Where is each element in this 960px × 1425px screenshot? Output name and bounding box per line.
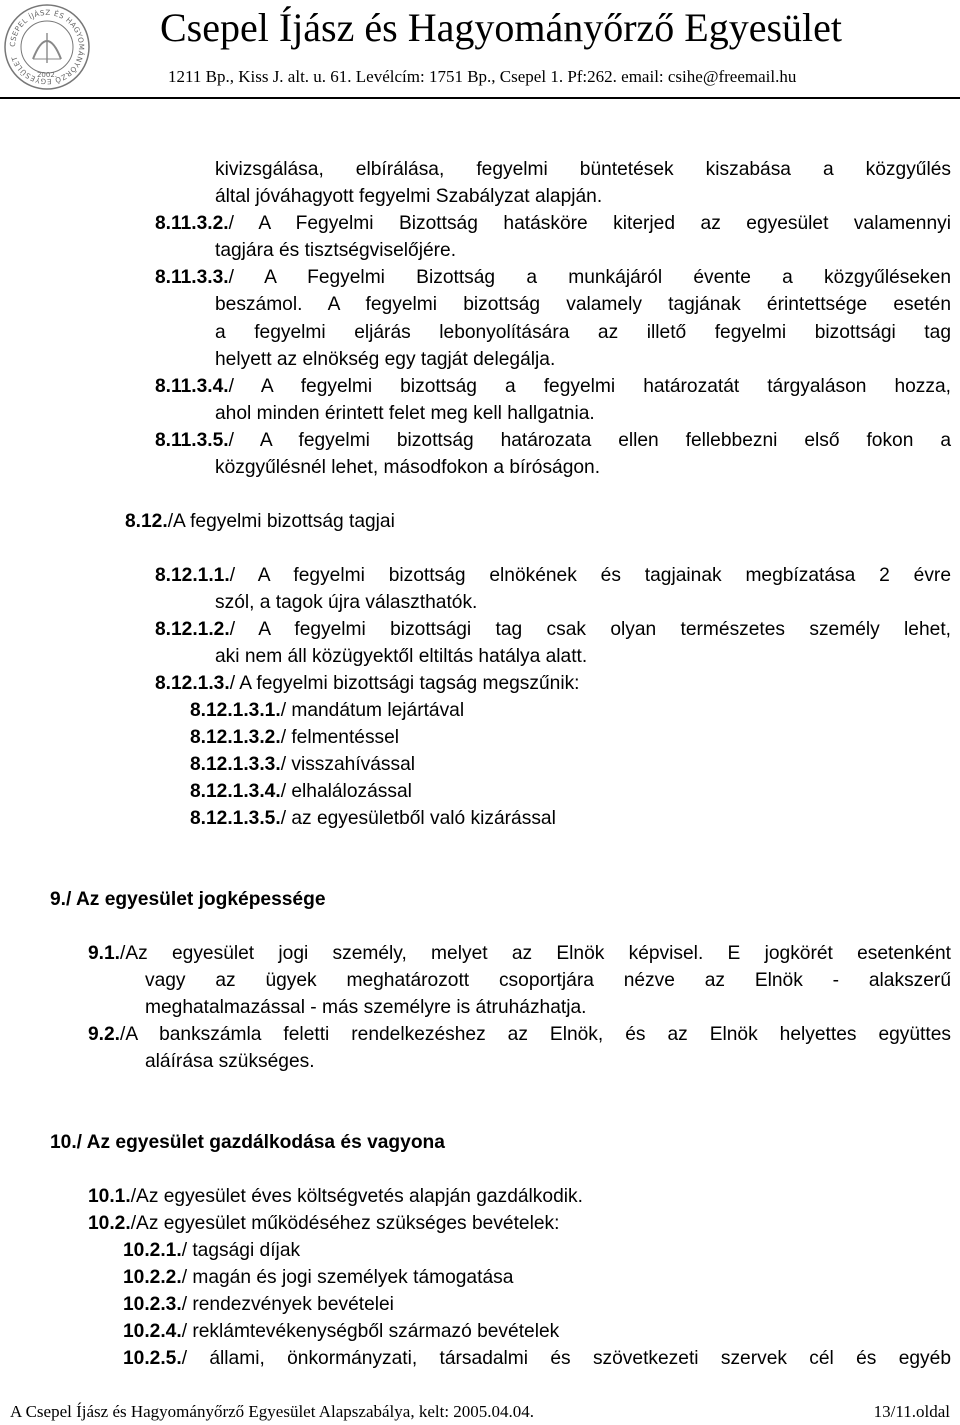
section-number: 8.12.1.3. bbox=[155, 673, 230, 694]
section-text: /A bankszámla feletti rendelkezéshez az Elnök, és az Elnök helyettes együttes bbox=[120, 1024, 951, 1045]
text-line: beszámol. A fegyelmi bizottság valamely tagjának érintettsége esetén bbox=[215, 294, 951, 315]
item-text: / reklámtevékenységből származó bevételek bbox=[181, 1321, 560, 1342]
section-number: 8.12.1.2. bbox=[155, 619, 230, 640]
list-item bbox=[190, 725, 399, 751]
association-seal-logo bbox=[3, 3, 91, 91]
section-8-12-1-1 bbox=[155, 563, 951, 589]
item-text: / felmentéssel bbox=[280, 727, 400, 748]
section-8-11-3-5 bbox=[155, 428, 951, 454]
section-9-1 bbox=[88, 941, 951, 967]
list-item bbox=[123, 1346, 951, 1372]
section-text: /Az egyesület jogi személy, melyet az Elnök képvisel. E jogkörét esetenként bbox=[120, 943, 951, 964]
item-number: 8.12.1.3.1. bbox=[190, 700, 281, 721]
section-text: /Az egyesület éves költségvetés alapján gazdálkodik. bbox=[130, 1186, 583, 1207]
section-number: 9.1. bbox=[88, 943, 121, 964]
section-8-12-heading bbox=[125, 509, 395, 535]
footer-page-number: 13/11.oldal bbox=[873, 1402, 950, 1421]
list-item bbox=[123, 1265, 513, 1291]
item-number: 8.12.1.3.2. bbox=[190, 727, 281, 748]
section-number: 8.11.3.5. bbox=[155, 430, 229, 451]
text-line: szól, a tagok újra választhatók. bbox=[215, 592, 478, 613]
item-text: / magán és jogi személyek támogatása bbox=[181, 1267, 514, 1288]
svg-text:2002.: 2002. bbox=[36, 71, 58, 79]
item-number: 8.12.1.3.5. bbox=[190, 808, 281, 829]
section-text: / A Fegyelmi Bizottság a munkájáról évente a közgyűléseken bbox=[228, 267, 951, 288]
section-8-12-1-2 bbox=[155, 617, 951, 643]
text-line: kivizsgálása, elbírálása, fegyelmi büntetések kiszabása a közgyűlés bbox=[215, 159, 951, 180]
section-text: / A Fegyelmi Bizottság hatásköre kiterjed az egyesület valamennyi bbox=[228, 213, 951, 234]
section-number: 8.12. bbox=[125, 511, 168, 532]
section-9-heading: 9./ Az egyesület jogképessége bbox=[50, 889, 326, 910]
text-line: tagjára és tisztségviselőjére. bbox=[215, 240, 457, 261]
text-line: helyett az elnökség egy tagját delegálja. bbox=[215, 349, 556, 370]
list-item bbox=[123, 1292, 394, 1318]
text-line: által jóváhagyott fegyelmi Szabályzat alapján. bbox=[215, 186, 603, 207]
item-number: 10.2.2. bbox=[123, 1267, 182, 1288]
section-number: 10.1. bbox=[88, 1186, 131, 1207]
section-number: 8.11.3.4. bbox=[155, 376, 229, 397]
section-8-12-1-3 bbox=[155, 671, 580, 697]
list-item bbox=[190, 698, 464, 724]
item-text: / az egyesületből való kizárással bbox=[280, 808, 556, 829]
section-number: 10.2. bbox=[88, 1213, 131, 1234]
section-10-1 bbox=[88, 1184, 583, 1210]
page-header bbox=[0, 0, 960, 100]
section-8-11-3-3 bbox=[155, 265, 951, 291]
section-text: / A fegyelmi bizottság elnökének és tagjainak megbízatása 2 évre bbox=[229, 565, 951, 586]
list-item bbox=[190, 779, 412, 805]
list-item bbox=[190, 806, 556, 832]
section-text: / A fegyelmi bizottság határozata ellen fellebbezni első fokon a bbox=[228, 430, 951, 451]
organization-name: Csepel Íjász és Hagyományőrző Egyesület bbox=[160, 5, 843, 50]
text-line: közgyűlésnél lehet, másodfokon a bíróságon. bbox=[215, 457, 601, 478]
section-8-11-3-2 bbox=[155, 211, 951, 237]
footer-document-title: A Csepel Íjász és Hagyományőrző Egyesület Alapszabálya, kelt: 2005.04.04. bbox=[10, 1402, 535, 1421]
svg-text:CSEPEL ÍJÁSZ ÉS HAGYOMÁNYŐRZŐ: CSEPEL ÍJÁSZ ÉS HAGYOMÁNYŐRZŐ EGYESÜLET bbox=[7, 7, 87, 87]
section-10-2 bbox=[88, 1211, 559, 1237]
section-number: 8.11.3.3. bbox=[155, 267, 229, 288]
section-text: / A fegyelmi bizottsági tagság megszűnik: bbox=[229, 673, 580, 694]
section-number: 8.11.3.2. bbox=[155, 213, 229, 234]
header-divider bbox=[0, 97, 960, 99]
text-line: meghatalmazással - más személyre is átruházhatja. bbox=[145, 997, 587, 1018]
text-line: a fegyelmi eljárás lebonyolítására az illető fegyelmi bizottsági tag bbox=[215, 322, 951, 343]
item-number: 10.2.5. bbox=[123, 1348, 182, 1369]
item-number: 10.2.4. bbox=[123, 1321, 182, 1342]
item-number: 10.2.1. bbox=[123, 1240, 182, 1261]
item-text: / visszahívással bbox=[280, 754, 416, 775]
list-item bbox=[123, 1319, 559, 1345]
text-line: aláírása szükséges. bbox=[145, 1051, 315, 1072]
section-number: 8.12.1.1. bbox=[155, 565, 230, 586]
item-text: / állami, önkormányzati, társadalmi és szövetkezeti szervek cél és egyéb bbox=[181, 1348, 951, 1369]
item-text: / rendezvények bevételei bbox=[181, 1294, 394, 1315]
item-number: 8.12.1.3.4. bbox=[190, 781, 281, 802]
section-9-2 bbox=[88, 1022, 951, 1048]
section-title: /A fegyelmi bizottság tagjai bbox=[167, 511, 395, 532]
list-item bbox=[123, 1238, 300, 1264]
section-text: /Az egyesület működéséhez szükséges bevételek: bbox=[130, 1213, 560, 1234]
section-10-heading: 10./ Az egyesület gazdálkodása és vagyona bbox=[50, 1132, 445, 1153]
organization-address: 1211 Bp., Kiss J. alt. u. 61. Levélcím: 1751 Bp., Csepel 1. Pf:262. email: csihe@freemail.hu bbox=[168, 67, 797, 86]
section-text: / A fegyelmi bizottsági tag csak olyan természetes személy lehet, bbox=[229, 619, 951, 640]
item-text: / elhalálozással bbox=[280, 781, 412, 802]
text-line: vagy az ügyek meghatározott csoportjára nézve az Elnök - alakszerű bbox=[145, 970, 951, 991]
text-line: aki nem áll közügyektől eltiltás hatálya alatt. bbox=[215, 646, 588, 667]
item-number: 10.2.3. bbox=[123, 1294, 182, 1315]
item-text: / mandátum lejártával bbox=[280, 700, 465, 721]
section-8-11-3-4 bbox=[155, 374, 951, 400]
item-number: 8.12.1.3.3. bbox=[190, 754, 281, 775]
section-number: 9.2. bbox=[88, 1024, 121, 1045]
list-item bbox=[190, 752, 415, 778]
text-line: ahol minden érintett felet meg kell hallgatnia. bbox=[215, 403, 595, 424]
section-text: / A fegyelmi bizottság a fegyelmi határozatát tárgyaláson hozza, bbox=[228, 376, 951, 397]
item-text: / tagsági díjak bbox=[181, 1240, 301, 1261]
